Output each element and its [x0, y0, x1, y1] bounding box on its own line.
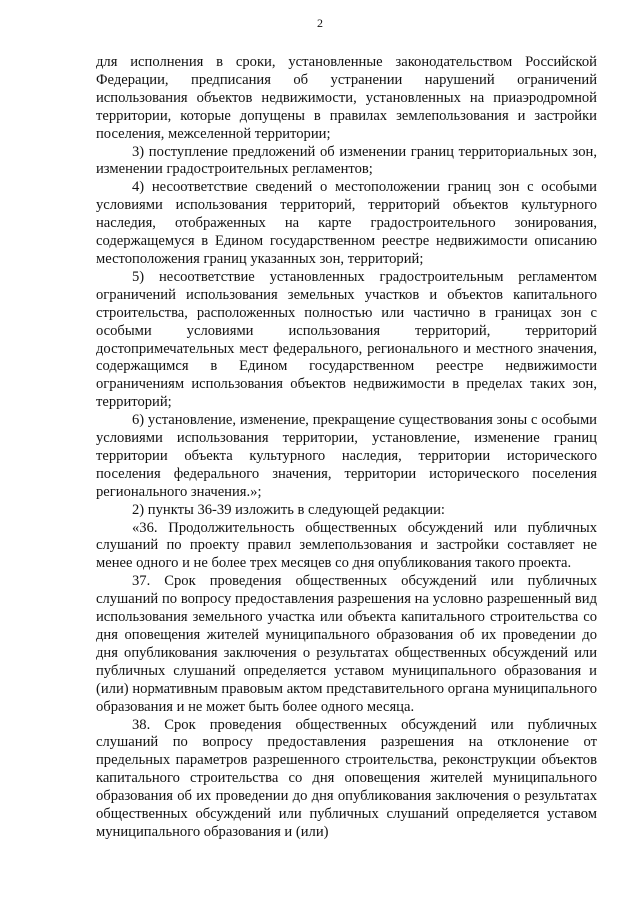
paragraph: 6) установление, изменение, прекращение существования зоны с особыми условиями использования территории, установление, изменение границ территории объекта культурного наследия, территории исторического поселения федерального значения, территории исторического поселения регионального значения.»;: [96, 412, 597, 500]
paragraph: 37. Срок проведения общественных обсуждений или публичных слушаний по вопросу предоставления разрешения на условно разрешенный вид использования земельного участка или объекта капитального строительства со дня оповещения жителей муниципального образования об их проведении до дня опубликования заключения о результатах общественных обсуждений или публичных слушаний определяется уставом муниципального образования и (или) нормативным правовым актом представительного органа муниципального образования и не может быть более одного месяца.: [96, 573, 597, 715]
paragraph: 2) пункты 36-39 изложить в следующей редакции:: [132, 501, 445, 518]
page-number: 2: [317, 16, 323, 30]
paragraph: 3) поступление предложений об изменении границ территориальных зон, изменении градостроительных регламентов;: [96, 143, 597, 178]
paragraph: 5) несоответствие установленных градостроительным регламентом ограничений использования земельных участков и объектов капитального строительства, расположенных полностью или частично в границах зон с особыми условиями использования территорий, территорий достопримечательных мест федерального, регионального и местного значения, содержащимся в Едином государственном реестре недвижимости ограничениям использования объектов недвижимости в пределах таких зон, территорий;: [96, 268, 597, 411]
paragraph: 4) несоответствие сведений о местоположении границ зон с особыми условиями использования территорий, территорий объектов культурного наследия, отображенных на карте градостроительного зонирования, содержащемуся в Едином государственном реестре недвижимости описанию местоположения границ указанных зон, территорий;: [96, 179, 597, 267]
document-body: [96, 54, 597, 842]
paragraph: «36. Продолжительность общественных обсуждений или публичных слушаний по проекту правил землепользования и застройки составляет не менее одного и не более трех месяцев со дня опубликования такого проекта.: [96, 519, 597, 572]
paragraph: 38. Срок проведения общественных обсуждений или публичных слушаний по вопросу предоставления разрешения на отклонение от предельных параметров разрешенного строительства, реконструкции объектов капитального строительства со дня оповещения жителей муниципального образования об их проведении до дня опубликования заключения о результатах общественных обсуждений или публичных слушаний определяется уставом муниципального образования и (или): [96, 716, 597, 840]
paragraph: для исполнения в сроки, установленные законодательством Российской Федерации, предписания об устранении нарушений ограничений использования объектов недвижимости, установленных на приаэродромной территории, которые допущены в правилах землепользования и застройки поселения, межселенной территории;: [96, 54, 597, 142]
